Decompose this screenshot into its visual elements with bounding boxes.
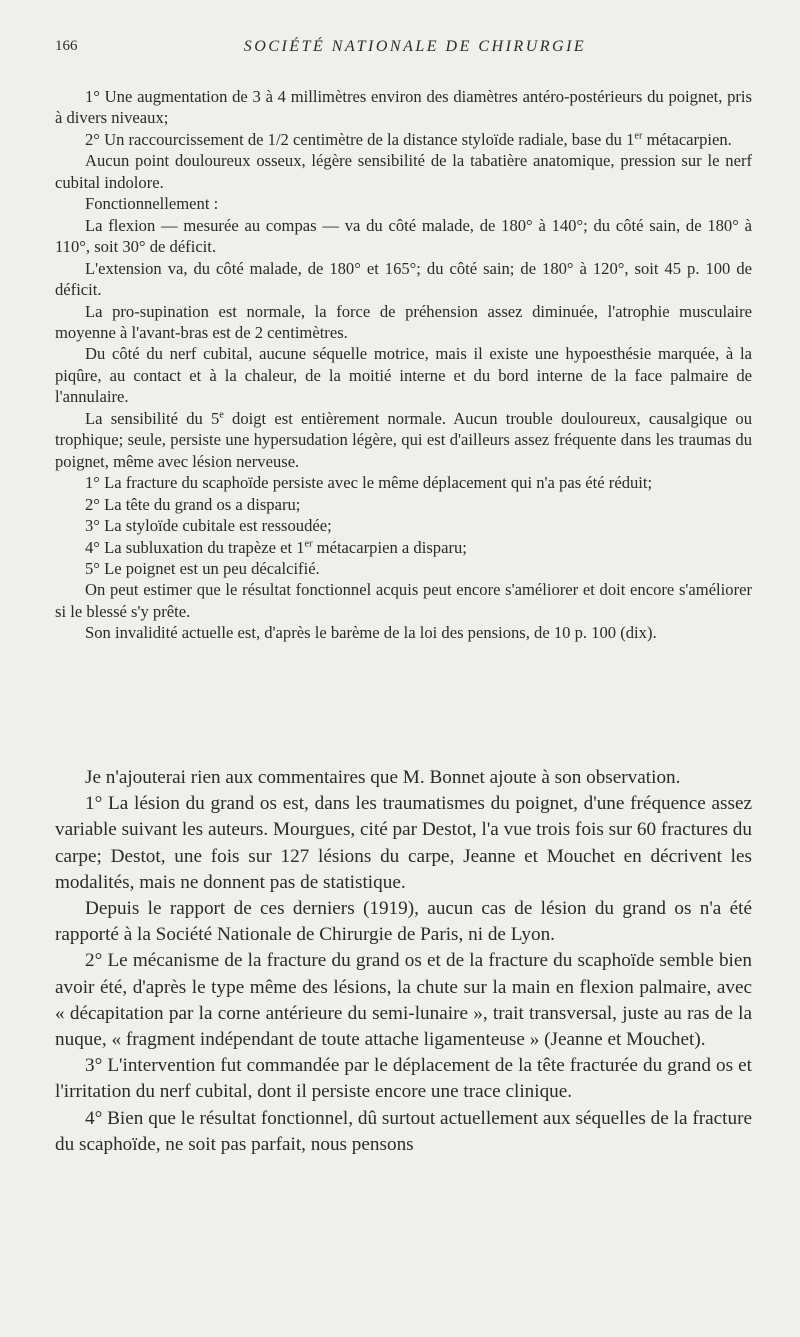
- paragraph: L'extension va, du côté malade, de 180° et 165°; du côté sain; de 180° à 120°, soit 45 p. 100 de déficit.: [55, 258, 752, 300]
- paragraph: 2° La tête du grand os a disparu;: [85, 494, 301, 514]
- observation-text: [55, 86, 752, 644]
- paragraph: 2° Un raccourcissement de 1/2 centimètre de la distance styloïde radiale, base du 1er métacarpien.: [85, 129, 732, 149]
- page-header: [55, 38, 755, 62]
- commentary-text: [55, 765, 752, 1158]
- paragraph: La flexion — mesurée au compas — va du côté malade, de 180° à 140°; du côté sain, de 180° à 110°, soit 30° de déficit.: [55, 215, 752, 257]
- paragraph: Du côté du nerf cubital, aucune séquelle motrice, mais il existe une hypoesthésie marquée, à la piqûre, au contact et à la chaleur, de la moitié interne et du bord interne de la face palmaire de l'annulaire.: [55, 344, 752, 407]
- paragraph: Aucun point douloureux osseux, légère sensibilité de la tabatière anatomique, pression sur le nerf cubital indolore.: [55, 151, 752, 192]
- running-title: SOCIÉTÉ NATIONALE DE CHIRURGIE: [243, 38, 587, 55]
- paragraph: 3° L'intervention fut commandée par le déplacement de la tête fracturée du grand os et l'irritation du nerf cubital, dont il persiste encore une trace clinique.: [55, 1055, 752, 1103]
- paragraph: 3° La styloïde cubitale est ressoudée;: [85, 516, 332, 536]
- paragraph: Fonctionnellement :: [85, 194, 219, 214]
- paragraph: On peut estimer que le résultat fonctionnel acquis peut encore s'améliorer et doit encore s'améliorer si le blessé s'y prête.: [55, 580, 752, 621]
- paragraph: Son invalidité actuelle est, d'après le barème de la loi des pensions, de 10 p. 100 (dix).: [85, 623, 657, 643]
- paragraph: Je n'ajouterai rien aux commentaires que M. Bonnet ajoute à son observation.: [85, 767, 681, 788]
- paragraph: 2° Le mécanisme de la fracture du grand os et de la fracture du scaphoïde semble bien avoir été, d'après le type même des lésions, la chute sur la main en flexion palmaire, avec « décapitation par la corne antérieure du semi-lunaire », trait transversal, juste au ras de la nuque, « fragment indépendant de toute attache ligamenteuse » (Jeanne et Mouchet).: [55, 950, 752, 1051]
- paragraph: 4° Bien que le résultat fonctionnel, dû surtout actuellement aux séquelles de la fracture du scaphoïde, ne soit pas parfait, nous pensons: [55, 1107, 752, 1155]
- paragraph: Depuis le rapport de ces derniers (1919), aucun cas de lésion du grand os n'a été rapporté à la Société Nationale de Chirurgie de Paris, ni de Lyon.: [55, 898, 752, 946]
- page-number: 166: [55, 38, 78, 54]
- paragraph: 4° La subluxation du trapèze et 1er métacarpien a disparu;: [85, 537, 467, 557]
- paragraph: 1° La lésion du grand os est, dans les traumatismes du poignet, d'une fréquence assez variable suivant les auteurs. Mourgues, cité par Destot, l'a vue trois fois sur 60 fractures du carpe; Destot, une fois sur 127 lésions du carpe, Jeanne et Mouchet en décrivent les modalités, mais ne donnent pas de statistique.: [55, 793, 752, 893]
- paragraph: 5° Le poignet est un peu décalcifié.: [85, 558, 320, 578]
- paragraph: 1° La fracture du scaphoïde persiste avec le même déplacement qui n'a pas été réduit;: [85, 473, 653, 493]
- paragraph: La pro-supination est normale, la force de préhension assez diminuée, l'atrophie musculaire moyenne à l'avant-bras est de 2 centimètres.: [55, 301, 752, 342]
- paragraph: 1° Une augmentation de 3 à 4 millimètres environ des diamètres antéro-postérieurs du poignet, pris à divers niveaux;: [55, 87, 752, 128]
- paragraph: La sensibilité du 5e doigt est entièrement normale. Aucun trouble douloureux, causalgique ou trophique; seule, persiste une hypersudation légère, qui est d'ailleurs assez fréquente dans les traumas du poignet, même avec lésion nerveuse.: [55, 408, 752, 471]
